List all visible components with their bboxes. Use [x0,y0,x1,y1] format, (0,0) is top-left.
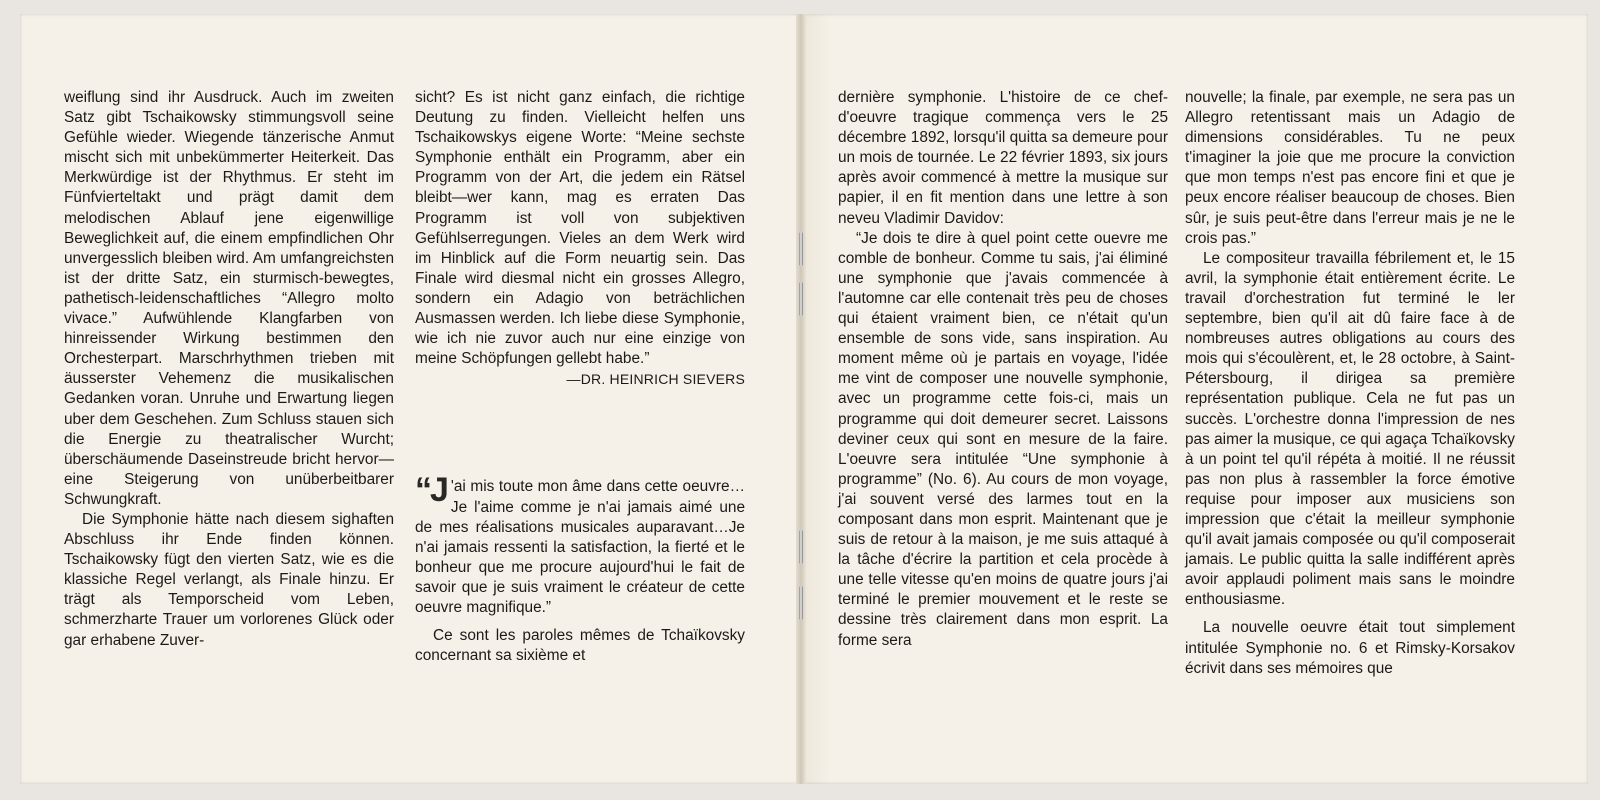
staple-top-1 [799,232,803,266]
paragraph: weiflung sind ihr Ausdruck. Auch im zweiten Satz gibt Tschaikowsky stimmungsvoll seine Gefühle wieder. Wiegende tänzerische Anmut mischt sich mit unbekümmerter Heiterkeit. Das Merkwürdige ist der Rhythmus. Er steht im Fünfvierteltakt und prägt damit dem melodischen Ablauf jene eigenwillige Beweglichkeit auf, die einem empfindlichen Ohr unvergesslich bleiben wird. Am umfangreichsten ist der dritte Satz, ein sturmisch-bewegtes, pathetisch-leidenschaftliches “Allegro molto vivace.” Aufwühlende Klangfarben von hinreissender Wirkung bestimmen den Orchesterpart. Marschrhythmen trieben mit äusserster Vehemenz die musikalischen Gedanken voran. Unruhe und Erwartung liegen uber dem Geschehen. Zum Schluss stauen sich die Energie zu theatralischer Wurcht; überschäumende Daseinstreude bricht hervor—eine Steigerung von unüberbeitbarer Schwungkraft. [64,89,394,508]
staple-bottom-1 [799,530,803,564]
staple-bottom-2 [799,586,803,620]
staple-top-2 [799,282,803,316]
french-column-1 [838,88,1168,651]
german-column-2 [415,88,745,666]
paragraph: dernière symphonie. L'histoire de ce chef-d'oeuvre tragique commença vers le 25 décembre 1892, lorsqu'il quitta sa demeure pour un mois de tournée. Le 22 février 1893, six jours après avoir commencé à mettre la musique sur papier, il en fit mention dans une lettre à son neveu Vladimir Davidov: [838,89,1168,227]
paragraph: nouvelle; la finale, par exemple, ne sera pas un Allegro retentissant mais un Adagio de dimensions considérables. Tu ne peux t'imaginer la joie que me procure la conviction que mon temps n'est pas encore fini et que je peux encore réaliser beaucoup de choses. Bien sûr, je suis peut-être dans l'erreur mais je ne le crois pas.” [1185,89,1515,247]
quote-text: 'ai mis toute mon âme dans cette oeuvre…Je l'aime comme je n'ai jamais aimé une de mes réalisations musicales auparavant…Je n'ai jamais ressenti la satisfaction, la fierté et le bonheur que me procure aujourd'hui le fait de savoir que je suis vraiment le créateur de cette oeuvre magnifique.” [415,478,745,616]
french-column-2 [1185,88,1515,679]
author-signature: —DR. HEINRICH SIEVERS [566,371,745,388]
paragraph: La nouvelle oeuvre était tout simplement intitulée Symphonie no. 6 et Rimsky-Korsakov écrivit dans ses mémoires que [1185,619,1515,677]
paragraph: “Je dois te dire à quel point cette ouevre me comble de bonheur. Comme tu sais, j'ai éliminé une symphonie que j'avais commencée à l'automne car elle contenait très peu de choses qui étaient vraiment bien, ce n'était qu'un ensemble de sons vide, sans inspiration. Au moment même où je partais en voyage, l'idée me vint de composer une nouvelle symphonie, avec un programme cette fois-ci, mais un programme qui doit demeurer secret. Laissons deviner ceux qui sont en mesure de la faire. L'oeuvre sera intitulée “Une symphonie à programme” (No. 6). Au cours de mon voyage, j'ai souvent versé des larmes tout en la composant dans mon esprit. Maintenant que je suis de retour à la maison, je me suis attaqué à la tâche d'écrire la partition et cela procède à une telle vitesse qu'en moins de quatre jours j'ai terminé le premier mouvement et le reste se dessine très clairement dans mon esprit. La forme sera [838,229,1168,649]
paragraph: Die Symphonie hätte nach diesem sighaften Abschluss ihr Ende finden können. Tschaikowsky fügt den vierten Satz, wie es die klassiche Regel verlangt, als Finale hinzu. Er trägt als Temporscheid vom Leben, schmerzharte Trauer um vorlorenes Glück oder gar erhabene Zuver- [64,510,394,649]
paragraph: Ce sont les paroles mêmes de Tchaïkovsky concernant sa sixième et [415,627,745,665]
paragraph: sicht? Es ist nicht ganz einfach, die richtige Deutung zu finden. Vielleicht helfen uns Tschaikowskys eigene Worte: “Meine sechste Symphonie enthält ein Programm, aber ein Programm von der Art, die jedem ein Rätsel bleibt—wer kann, mag es erraten Das Programm ist voll von subjektiven Gefühlserregungen. Vieles an dem Werk wird im Hinblick auf die Form neuartig sein. Das Finale wird diesmal nicht ein grosses Allegro, sondern ein Adagio von beträchlichen Ausmassen werden. Ich liebe diese Symphonie, wie ich nie zuvor auch nur eine einzige von meine Schöpfungen gellebt habe.” [415,89,745,368]
paragraph: Le compositeur travailla fébrilement et, le 15 avril, la symphonie était entièrement écrite. Le travail d'orchestration fut terminé le ler septembre, bien qu'il ait dû faire face à de nombreuses autres obligations au cours des mois qui s'écoulèrent, et, le 28 octobre, à Saint-Pétersbourg, il dirigea sa première représentation publique. Cela ne fut pas un succès. L'orchestre donna l'impression de nes pas aimer la musique, ce qui agaça Tchaïkovsky à un point tel qu'il répéta à moitié. Il ne réussit pas non plus à rassembler la force émotive requise pour imposer aux musiciens son impression que c'était la meilleur symphonie qu'il avait jamais composée ou qu'il composerait jamais. Le public quitta la salle indifférent après avoir applaudi poliment mais sans le moindre enthousiasme. [1185,249,1515,609]
pull-quote [415,471,745,618]
german-column-1 [64,88,394,651]
drop-cap-quote: “J [415,471,447,510]
booklet-spine [796,14,806,784]
